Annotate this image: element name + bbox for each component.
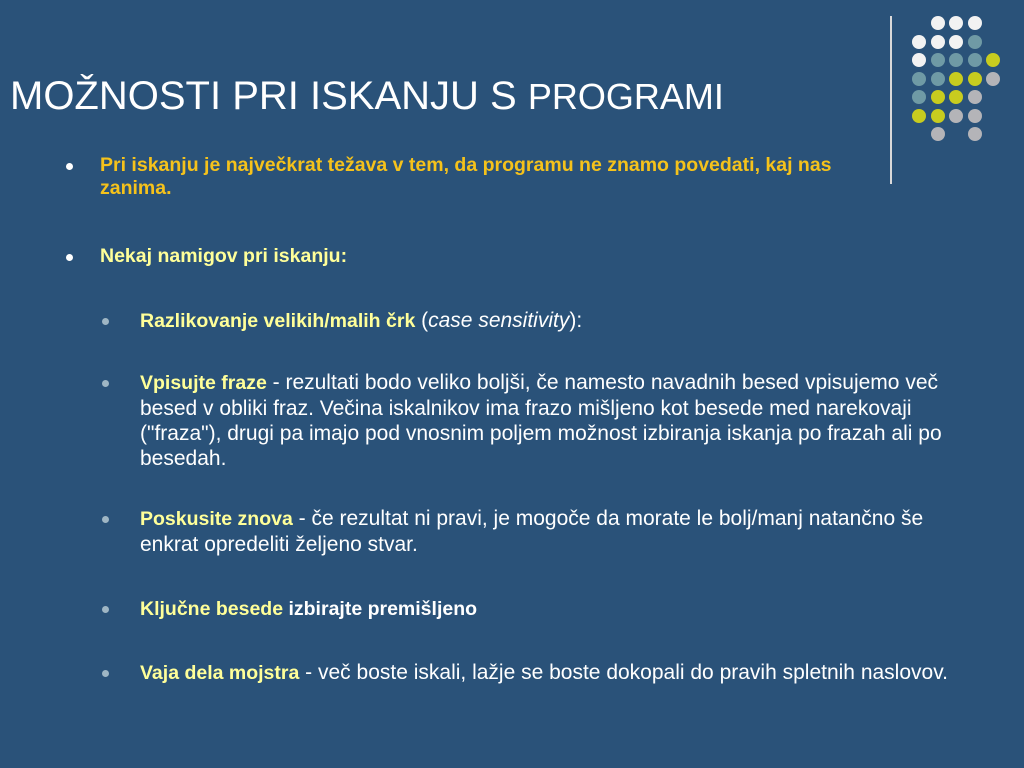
sub-bullet-dot-icon — [102, 380, 109, 387]
sub-bullet-item-1 — [100, 308, 960, 334]
sub-bullet-dot-icon — [102, 606, 109, 613]
sub-bullet-italic: case sensitivity — [428, 309, 570, 332]
decorative-dot — [986, 72, 1000, 86]
sub-bullet-dot-icon — [102, 516, 109, 523]
decorative-dot — [968, 72, 982, 86]
decorative-dot — [949, 16, 963, 30]
sub-bullet-bold: Poskusite znova — [140, 508, 293, 530]
decorative-dot-grid — [912, 16, 1000, 141]
decorative-dot — [931, 127, 945, 141]
decorative-dot — [912, 53, 926, 67]
bullet-item-2 — [60, 245, 900, 268]
decorative-dot — [949, 127, 963, 141]
decorative-dot — [949, 90, 963, 104]
decorative-dot — [931, 90, 945, 104]
decorative-dot — [931, 72, 945, 86]
sub-bullet-text: - več boste iskali, lažje se boste dokopali do pravih spletnih naslovov. — [299, 661, 948, 684]
decorative-dot — [968, 53, 982, 67]
decorative-dot — [949, 72, 963, 86]
decorative-dot — [968, 109, 982, 123]
decorative-dot — [986, 53, 1000, 67]
bullet-dot-icon — [66, 163, 73, 170]
decorative-dot — [949, 53, 963, 67]
sub-bullet-dot-icon — [102, 318, 109, 325]
sub-bullet-bold: Vpisujte fraze — [140, 372, 267, 394]
decorative-dot — [912, 109, 926, 123]
bullet-item-1 — [60, 154, 900, 200]
sub-bullet-item-4 — [100, 596, 960, 622]
sub-bullet-text: - rezultati bodo veliko boljši, če namesto navadnih besed vpisujemo več besed v obliki fraz. Večina iskalnikov ima frazo mišljeno kot besede med narekovaji ("fraza"), drugi pa imajo pod vnosnim poljem možnost izbiranja iskanja po frazah ali po besedah. — [140, 371, 942, 470]
decorative-dot — [912, 90, 926, 104]
sub-bullet-item-3 — [100, 506, 960, 557]
bullet-text: Nekaj namigov pri iskanju: — [100, 245, 348, 267]
bullet-dot-icon — [66, 254, 73, 261]
decorative-dot — [912, 35, 926, 49]
decorative-dot — [968, 16, 982, 30]
decorative-dot — [968, 127, 982, 141]
decorative-dot — [931, 35, 945, 49]
decorative-dot — [986, 35, 1000, 49]
sub-bullet-item-5 — [100, 660, 960, 686]
decorative-dot — [968, 35, 982, 49]
sub-bullet-bold: Razlikovanje velikih/malih črk — [140, 310, 416, 332]
decorative-dot — [931, 109, 945, 123]
sub-bullet-item-2 — [100, 370, 960, 471]
decorative-dot — [968, 90, 982, 104]
decorative-dot — [912, 72, 926, 86]
decorative-dot — [986, 127, 1000, 141]
decorative-dot — [931, 16, 945, 30]
decorative-dot — [949, 109, 963, 123]
sub-bullet-bold: Ključne besede — [140, 598, 284, 620]
decorative-dot — [949, 35, 963, 49]
decorative-dot — [912, 127, 926, 141]
sub-bullet-dot-icon — [102, 670, 109, 677]
paren-close: ): — [569, 309, 583, 332]
decorative-dot — [986, 16, 1000, 30]
slide-title — [10, 66, 724, 127]
title-tail: PROGRAMI — [527, 76, 724, 117]
title-main: MOŽNOSTI PRI ISKANJU S — [10, 74, 517, 118]
sub-bullet-text: izbirajte premišljeno — [283, 598, 478, 620]
paren-open: ( — [415, 309, 429, 332]
decorative-dot — [912, 16, 926, 30]
decorative-dot — [931, 53, 945, 67]
sub-bullet-bold: Vaja dela mojstra — [140, 662, 300, 684]
bullet-text: Pri iskanju je največkrat težava v tem, da programu ne znamo povedati, kaj nas zanima. — [100, 154, 832, 199]
decorative-dot — [986, 109, 1000, 123]
sub-bullet-text: - če rezultat ni pravi, je mogoče da morate le bolj/manj natančno še enkrat opredeliti željeno stvar. — [140, 507, 924, 556]
decorative-dot — [986, 90, 1000, 104]
